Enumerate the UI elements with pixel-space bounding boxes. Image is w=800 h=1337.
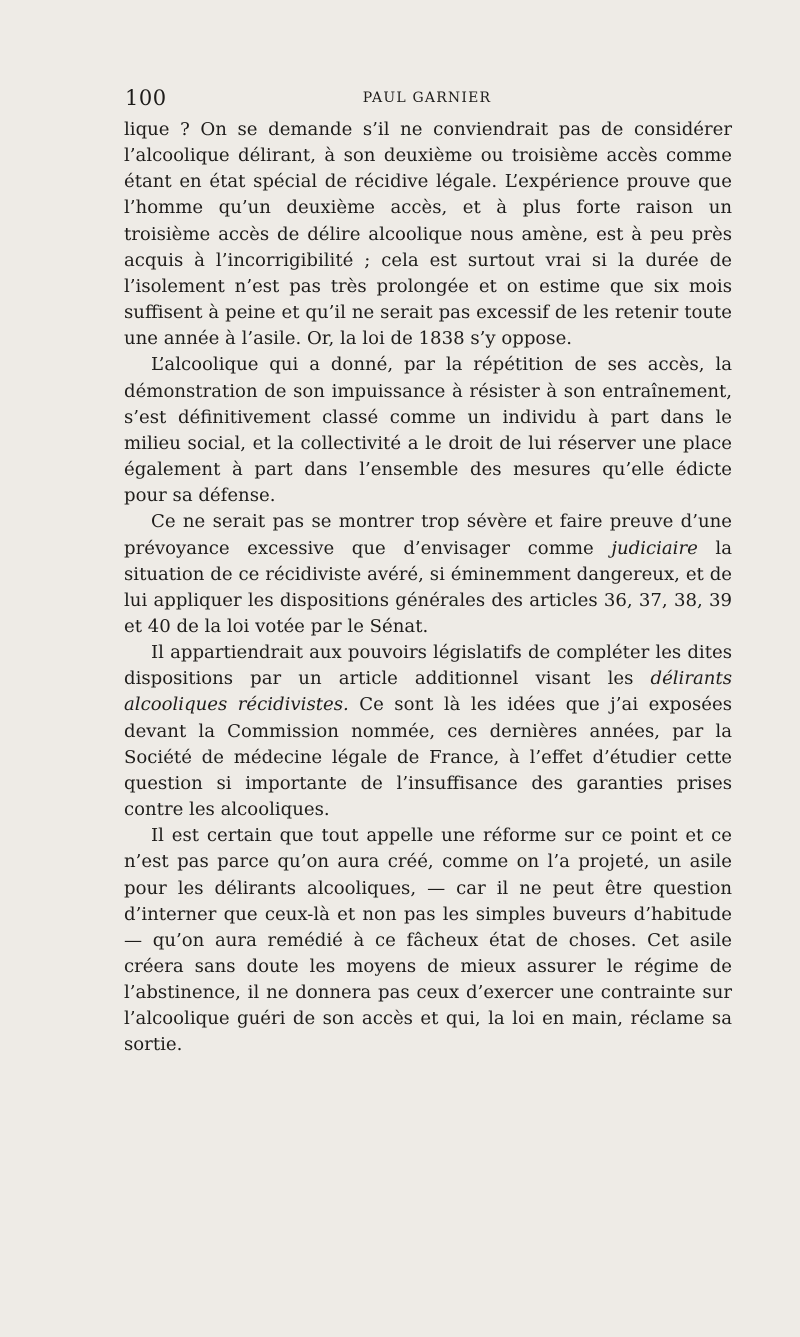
- body-text: [124, 117, 732, 1059]
- italic-term: délirants alcooliques récidivistes.: [124, 668, 732, 716]
- paragraph: [124, 823, 732, 1058]
- paragraph: [124, 640, 732, 823]
- paragraph-text: L’alcoolique qui a donné, par la répétition de ses accès, la démonstration de son impuissance à résister à son entraînement, s’est définitivement classé comme un individu à part dans le milieu social, et la collectivité a le droit de lui réserver une place également à part dans l’ensemble des mesures qu’elle édicte pour sa défense.: [124, 354, 732, 507]
- paragraph-text: Ce ne serait pas se montrer trop sévère et faire preuve d’une prévoyance excessive que d’envisager comme: [124, 511, 732, 559]
- paragraph-text: lique ? On se demande s’il ne conviendrait pas de considérer l’alcoolique délirant, à son deuxième ou troisième accès comme étant en état spécial de récidive légale. L’expérience prouve que l’homme qu’un deuxième accès, et à plus forte raison un troisième accès de délire alcoolique nous amène, est à peu près acquis à l’incorrigibilité ; cela est surtout vrai si la durée de l’isolement n’est pas très prolongée et on estime que six mois suffisent à peine et qu’il ne serait pas excessif de les retenir toute une année à l’asile. Or, la loi de 1838 s’y oppose.: [124, 119, 732, 350]
- paragraph: [124, 509, 732, 640]
- paragraph-text: Ce sont là les idées que j’ai exposées devant la Commission nommée, ces dernières années, par la Société de médecine légale de France, à l’effet d’étudier cette question si importante de l’insuffisance des garanties prises contre les alcooliques.: [124, 694, 732, 821]
- paragraph-text: la situation de ce récidiviste avéré, si éminemment dangereux, et de lui appliquer les dispositions générales des articles 36, 37, 38, 39 et 40 de la loi votée par le Sénat.: [124, 537, 732, 637]
- paragraph-text: Il appartiendrait aux pouvoirs législatifs de compléter les dites dispositions par un article additionnel visant les: [124, 642, 732, 690]
- running-head-author: PAUL GARNIER: [362, 90, 492, 106]
- page-number: 100: [125, 86, 167, 110]
- paragraph: [124, 352, 732, 509]
- italic-term: judiciaire: [611, 537, 698, 559]
- running-head: [125, 86, 729, 112]
- paragraph: [124, 117, 732, 352]
- paragraph-text: Il est certain que tout appelle une réforme sur ce point et ce n’est pas parce qu’on aura créé, comme on l’a projeté, un asile pour les délirants alcooliques, — car il ne peut être question d’interner que ceux-là et non pas les simples buveurs d’habitude — qu’on aura remédié à ce fâcheux état de choses. Cet asile créera sans doute les moyens de mieux assurer le régime de l’abstinence, il ne donnera pas ceux d’exercer une contrainte sur l’alcoolique guéri de son accès et qui, la loi en main, réclame sa sortie.: [124, 825, 732, 1056]
